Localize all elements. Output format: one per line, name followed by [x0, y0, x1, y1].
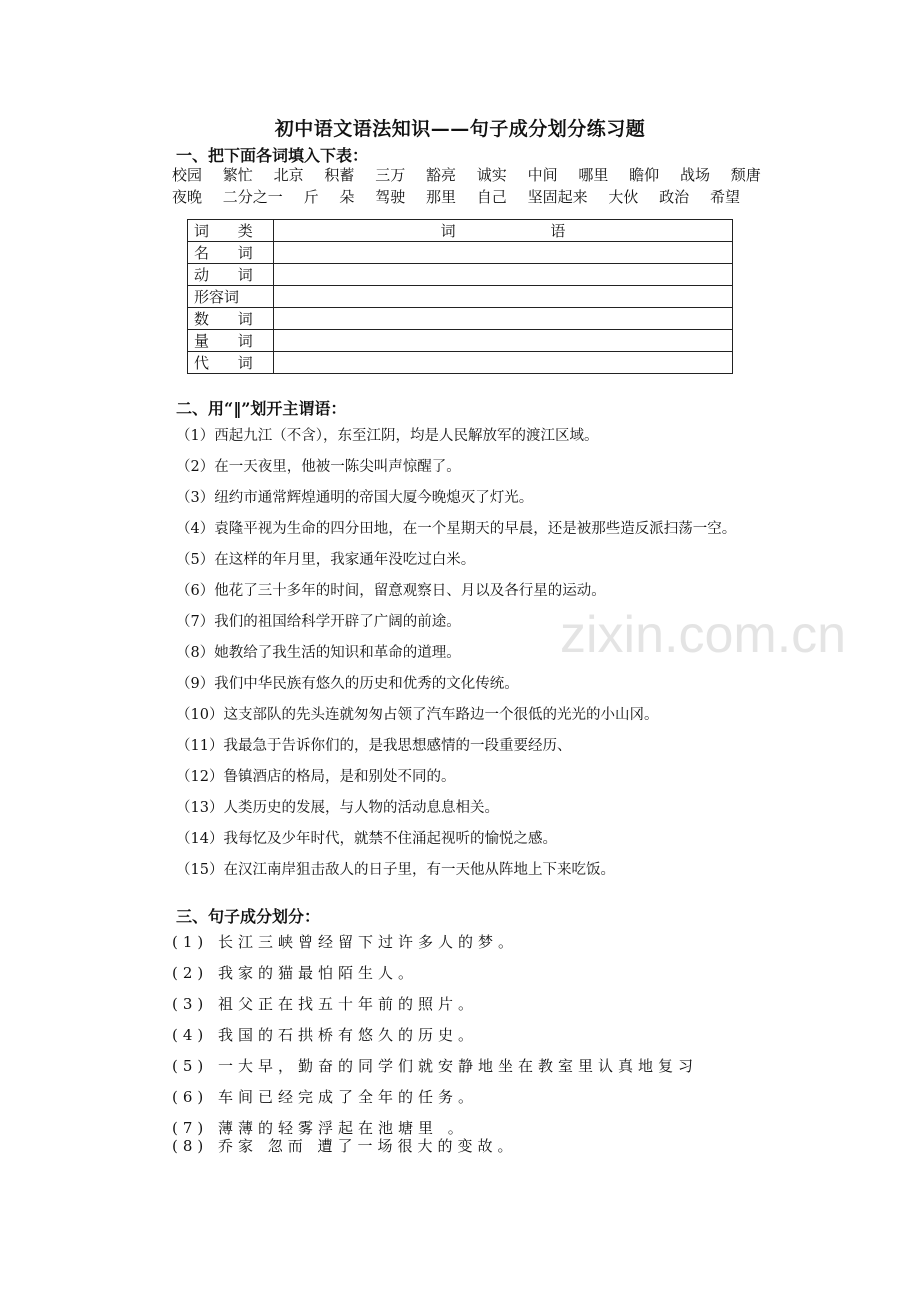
- word: 校园: [172, 166, 203, 184]
- word: 二分之一: [222, 188, 283, 206]
- section1-heading: 一、把下面各词填入下表：: [176, 146, 369, 165]
- word: 瞻仰: [629, 166, 660, 184]
- list-item: （11）我最急于告诉你们的，是我思想感情的一段重要经历、: [176, 738, 572, 754]
- table-row: [188, 264, 733, 286]
- list-item: （13）人类历史的发展，与人物的活动息息相关。: [176, 800, 499, 816]
- answer-cell[interactable]: [274, 242, 733, 264]
- list-item: （4）袁隆平视为生命的四分田地，在一个星期天的早晨，还是被那些造反派扫荡一空。: [176, 521, 737, 537]
- list-item: (1) 长江三峡曾经留下过许多人的梦。: [172, 933, 519, 951]
- list-item: (6) 车间已经完成了全年的任务。: [172, 1088, 479, 1106]
- word: 北京: [273, 166, 304, 184]
- watermark: zixin.com.cn: [560, 606, 847, 664]
- word: 政治: [659, 188, 690, 206]
- word: 哪里: [578, 166, 609, 184]
- word: 积蓄: [324, 166, 355, 184]
- word: 豁亮: [425, 166, 456, 184]
- list-item: （3）纽约市通常辉煌通明的帝国大厦今晚熄灭了灯光。: [176, 490, 534, 506]
- word: 驾驶: [375, 188, 406, 206]
- header-words: 词 语: [274, 220, 733, 242]
- table-row: [188, 242, 733, 264]
- list-item: (2) 我家的猫最怕陌生人。: [172, 964, 419, 982]
- word: 三万: [375, 166, 406, 184]
- table-row: [188, 308, 733, 330]
- list-item: （15）在汉江南岸狙击敌人的日子里，有一天他从阵地上下来吃饭。: [176, 862, 615, 878]
- answer-cell[interactable]: [274, 352, 733, 374]
- list-item: （9）我们中华民族有悠久的历史和优秀的文化传统。: [176, 676, 519, 692]
- answer-cell[interactable]: [274, 286, 733, 308]
- row-label: 动 词: [188, 264, 274, 286]
- list-item: (8) 乔家 忽而 遭了一场很大的变故。: [172, 1137, 518, 1155]
- row-label: 代 词: [188, 352, 274, 374]
- list-item: （8）她教给了我生活的知识和革命的道理。: [176, 645, 461, 661]
- row-label: 形容词: [188, 286, 274, 308]
- section3-heading: 三、句子成分划分：: [176, 907, 321, 926]
- list-item: （6）他花了三十多年的时间，留意观察日、月以及各行星的运动。: [176, 583, 606, 599]
- section3-list: [172, 927, 698, 1159]
- answer-cell[interactable]: [274, 308, 733, 330]
- word: 中间: [527, 166, 558, 184]
- word: 斤: [303, 188, 319, 206]
- list-item: (4) 我国的石拱桥有悠久的历史。: [172, 1026, 479, 1044]
- list-item: （10）这支部队的先头连就匆匆占领了汽车路边一个很低的光光的小山冈。: [176, 707, 659, 723]
- table-header-row: [188, 220, 733, 242]
- section2-heading: 二、用“‖”划开主谓语：: [176, 399, 347, 418]
- word: 战场: [679, 166, 710, 184]
- list-item: (5) 一大早，勤奋的同学们就安静地坐在教室里认真地复习: [172, 1057, 699, 1075]
- word: 繁忙: [222, 166, 253, 184]
- list-item: （14）我每忆及少年时代，就禁不住涌起视听的愉悦之感。: [176, 831, 557, 847]
- answer-cell[interactable]: [274, 264, 733, 286]
- list-item: （2）在一天夜里，他被一陈尖叫声惊醒了。: [176, 459, 461, 475]
- list-item: （7）我们的祖国给科学开辟了广阔的前途。: [176, 614, 461, 630]
- list-item: （1）西起九江（不含），东至江阴，均是人民解放军的渡江区域。: [176, 428, 599, 444]
- table-row: [188, 330, 733, 352]
- row-label: 名 词: [188, 242, 274, 264]
- word: 坚固起来: [527, 188, 588, 206]
- word: 诚实: [476, 166, 507, 184]
- word: 朵: [339, 188, 355, 206]
- list-item: (3) 祖父正在找五十年前的照片。: [172, 995, 479, 1013]
- list-item: (7) 薄薄的轻雾浮起在池塘里 。: [172, 1119, 468, 1137]
- row-label: 数 词: [188, 308, 274, 330]
- answer-cell[interactable]: [274, 330, 733, 352]
- word: 那里: [425, 188, 456, 206]
- word-class-table: [187, 219, 733, 374]
- word: 大伙: [608, 188, 639, 206]
- row-label: 量 词: [188, 330, 274, 352]
- word: 自己: [476, 188, 507, 206]
- list-item: （12）鲁镇酒店的格局，是和别处不同的。: [176, 769, 456, 785]
- table-row: [188, 352, 733, 374]
- word: 夜晚: [172, 188, 203, 206]
- word-list-line2: [172, 186, 756, 207]
- header-word-class: 词 类: [188, 220, 274, 242]
- word-list-line1: [172, 164, 777, 185]
- list-item: （5）在这样的年月里，我家通年没吃过白米。: [176, 552, 476, 568]
- page-title: 初中语文语法知识——句子成分划分练习题: [274, 118, 646, 140]
- table-row: [188, 286, 733, 308]
- word: 希望: [709, 188, 740, 206]
- word: 颓唐: [730, 166, 761, 184]
